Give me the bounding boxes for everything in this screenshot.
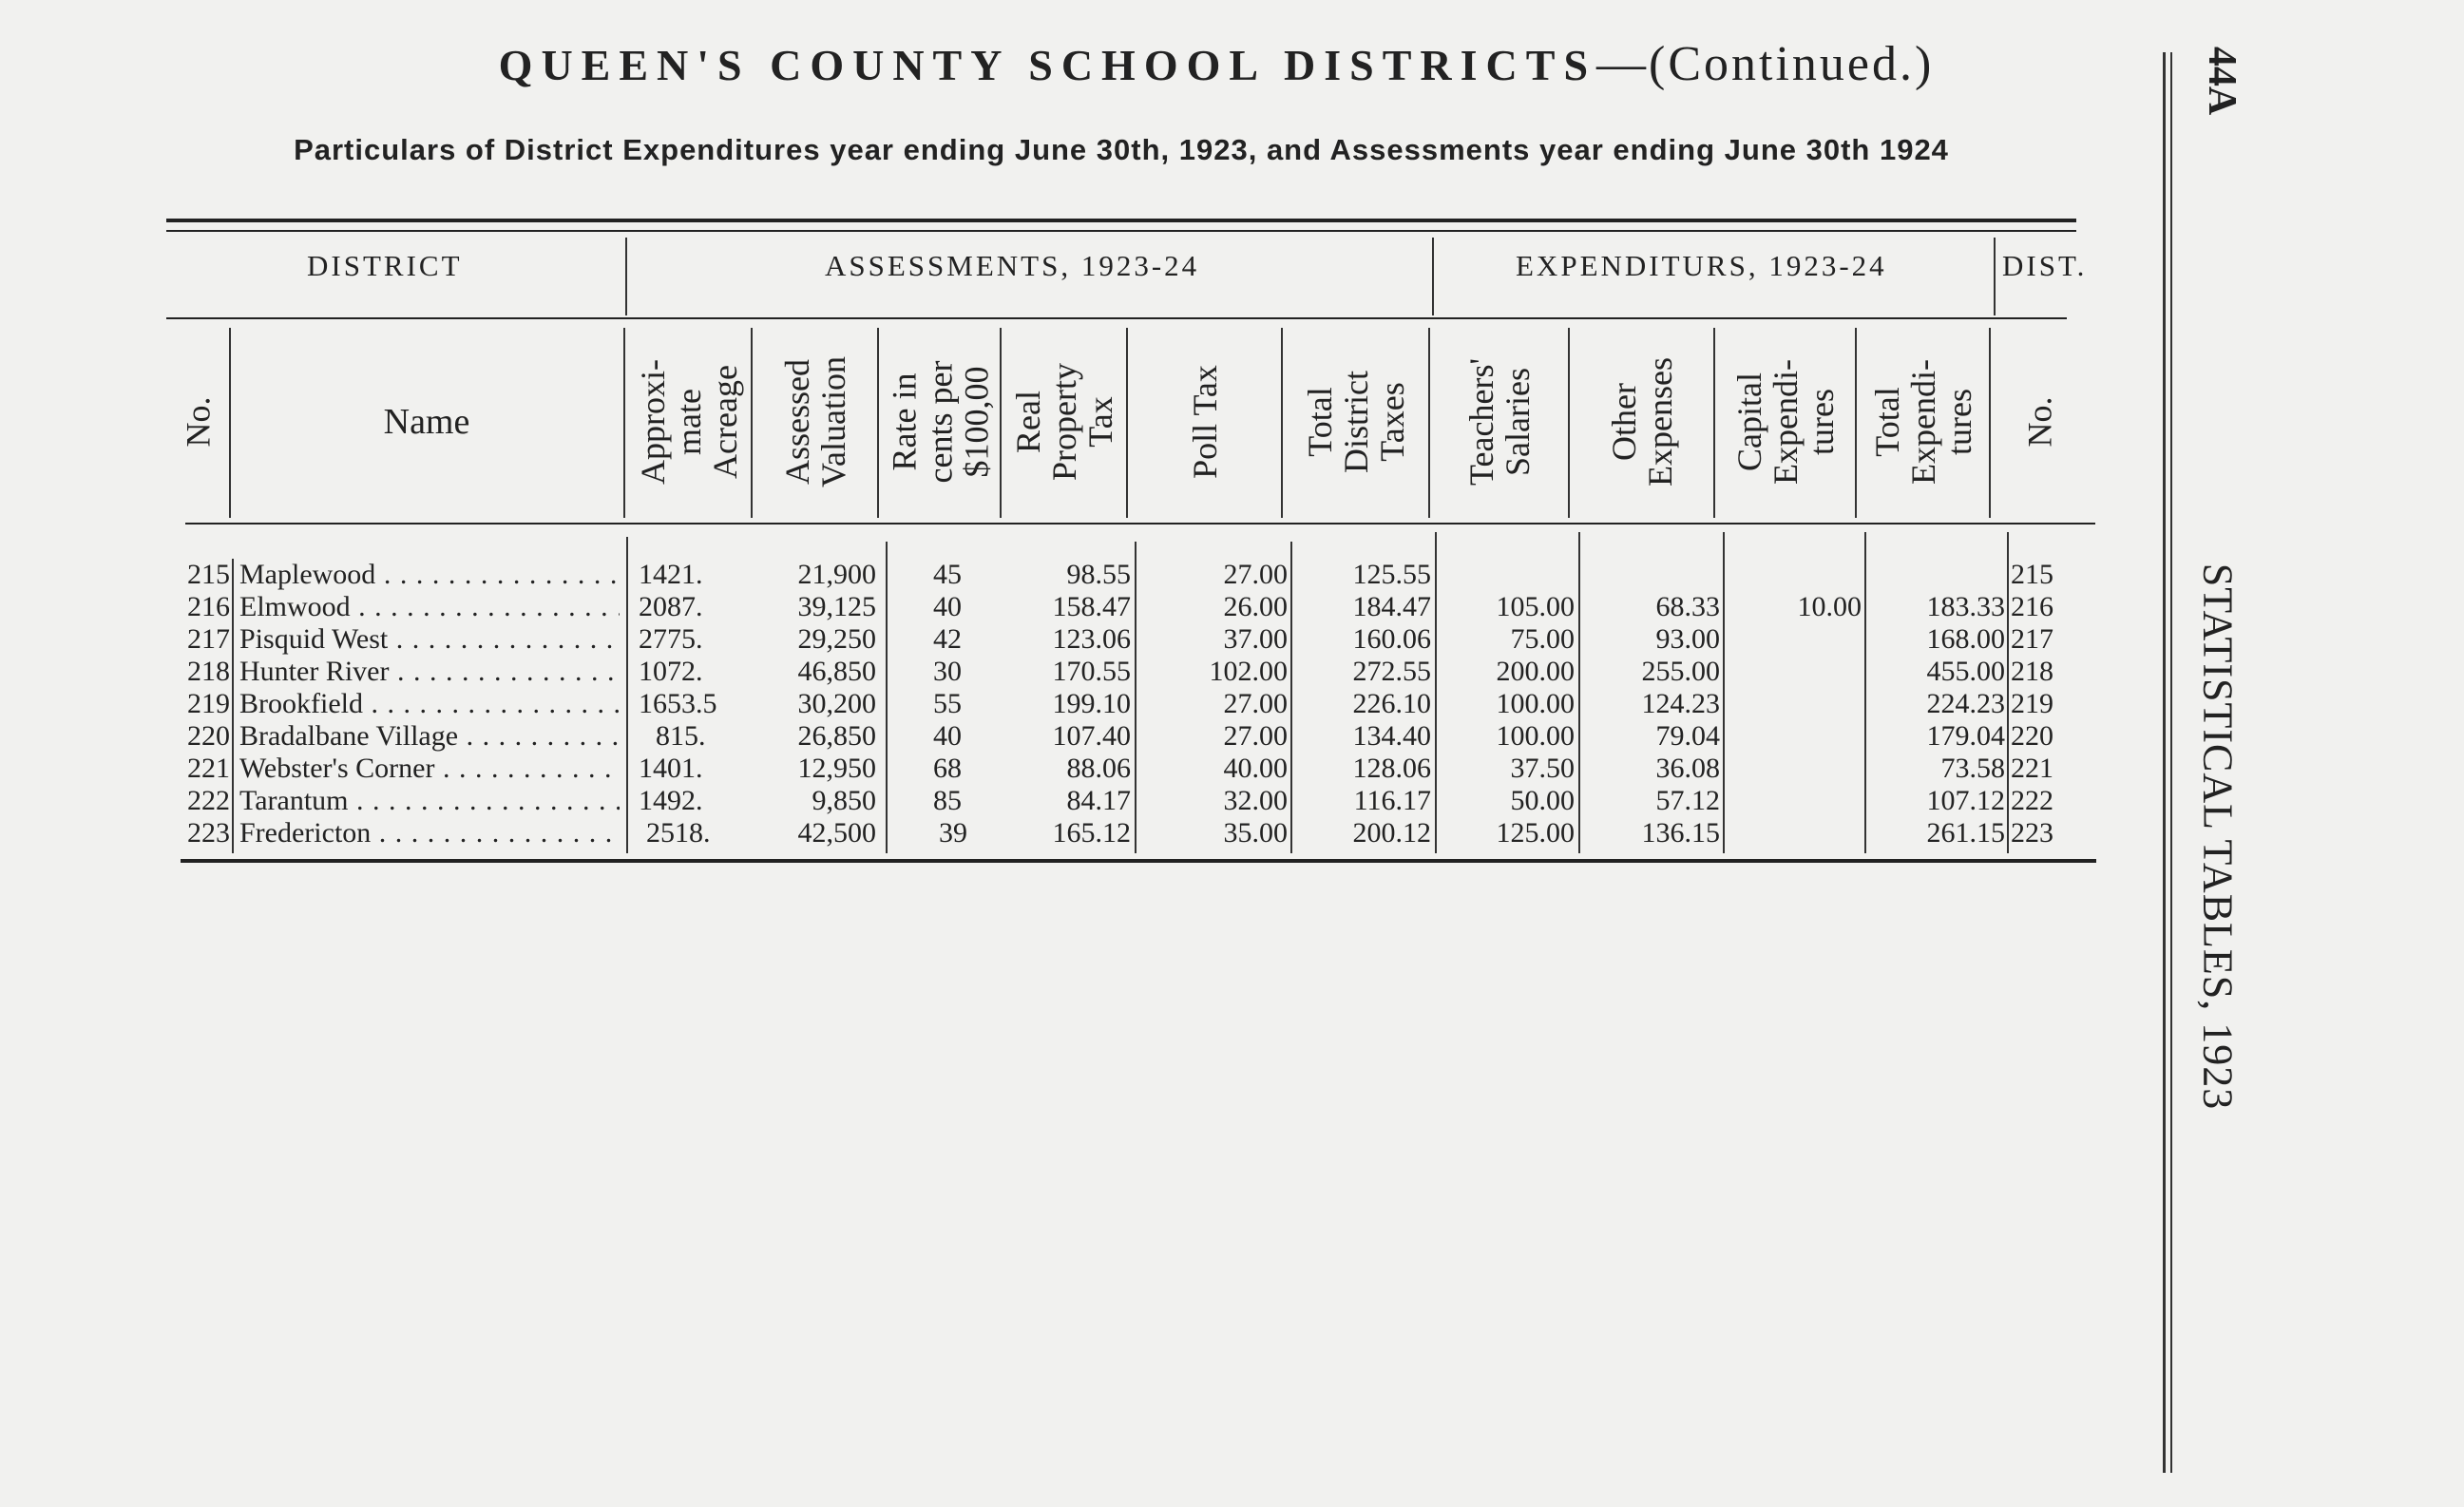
cell-acreage: 1492. [639,785,703,816]
cell-salaries: 100.00 [1496,720,1575,752]
cell-property-tax: 158.47 [1052,591,1131,622]
col-separator [1428,328,1430,518]
table-row [0,688,2186,720]
cell-other-expenses: 93.00 [1655,623,1720,655]
page-subtitle: Particulars of District Expenditures year ending June 30th, 1923, and Assessments year ending June 30th 1924 [294,133,1949,166]
cell-salaries: 200.00 [1496,656,1575,687]
cell-property-tax: 98.55 [1066,559,1131,590]
cell-name: Webster's Corner . . . [239,753,620,785]
col-header-total-expenditures: Total Expendi- tures [1868,359,1978,485]
col-separator [1281,328,1283,518]
cell-total-expenditures: 261.15 [1926,817,2005,849]
cell-total-expenditures: 183.33 [1926,591,2005,622]
col-header-name: Name [383,402,470,442]
cell-valuation: 21,900 [797,559,876,590]
table-row [0,656,2186,688]
col-separator [1568,328,1570,518]
cell-valuation: 42,500 [797,817,876,849]
cell-property-tax: 165.12 [1052,817,1131,849]
cell-total-expenditures: 224.23 [1926,688,2005,719]
cell-total-taxes: 134.40 [1352,720,1431,752]
cell-name: Hunter River . . . [239,656,620,688]
cell-capital: 10.00 [1797,591,1862,622]
cell-poll-tax: 37.00 [1223,623,1288,655]
cell-rate: 55 [933,688,962,719]
cell-total-expenditures: 455.00 [1926,656,2005,687]
col-header-property-tax: Real Property Tax [1008,363,1119,481]
cell-dist-no: 220 [2011,720,2053,752]
title-suffix: —(Continued.) [1596,37,1935,91]
col-header-dist-no: No. [2020,396,2058,448]
cell-poll-tax: 27.00 [1223,688,1288,719]
col-header-other-expenses: Other Expenses [1605,357,1679,486]
col-header-no: No. [179,396,217,448]
cell-total-expenditures: 107.12 [1926,785,2005,816]
cell-poll-tax: 102.00 [1209,656,1288,687]
col-header-capital: Capital Expendi- tures [1730,359,1841,485]
cell-other-expenses: 36.08 [1655,753,1720,784]
cell-valuation: 26,850 [797,720,876,752]
cell-name: Elmwood . . . [239,591,620,623]
cell-total-taxes: 272.55 [1352,656,1431,687]
col-header-acreage: Approxi- mate Acreage [634,359,745,485]
col-header-rate: Rate in cents per $100,00 [885,360,995,484]
cell-poll-tax: 35.00 [1223,817,1288,849]
group-district: DISTRICT [307,249,463,282]
col-separator [1126,328,1128,518]
cell-valuation: 39,125 [797,591,876,622]
cell-valuation: 46,850 [797,656,876,687]
table-row [0,559,2186,591]
cell-dist-no: 222 [2011,785,2053,816]
cell-rate: 40 [933,720,962,752]
cell-no: 221 [187,753,230,784]
col-separator [1989,328,1991,518]
cell-total-taxes: 200.12 [1352,817,1431,849]
cell-rate: 45 [933,559,962,590]
col-header-poll-tax: Poll Tax [1186,365,1224,479]
cell-no: 222 [187,785,230,816]
group-rule [166,317,2067,319]
cell-total-taxes: 128.06 [1352,753,1431,784]
col-separator [1000,328,1002,518]
cell-total-expenditures: 168.00 [1926,623,2005,655]
cell-no: 219 [187,688,230,719]
cell-acreage: 1072. [639,656,703,687]
cell-dist-no: 216 [2011,591,2053,622]
cell-acreage: 815. [656,720,706,752]
header-bottom-rule [185,523,2095,525]
cell-rate: 39 [939,817,967,849]
cell-property-tax: 84.17 [1066,785,1131,816]
cell-salaries: 37.50 [1510,753,1575,784]
cell-other-expenses: 79.04 [1655,720,1720,752]
cell-poll-tax: 27.00 [1223,720,1288,752]
cell-total-taxes: 116.17 [1353,785,1431,816]
cell-other-expenses: 57.12 [1655,785,1720,816]
page-number: 44A [2200,46,2244,116]
cell-no: 220 [187,720,230,752]
cell-other-expenses: 124.23 [1641,688,1720,719]
col-header-salaries: Teachers' Salaries [1462,358,1537,486]
table-top-rule-thin [166,230,2076,232]
col-separator [1855,328,1857,518]
cell-other-expenses: 68.33 [1655,591,1720,622]
table-top-rule [166,219,2076,222]
side-title: STATISTICAL TABLES, 1923 [2194,563,2242,1110]
cell-total-taxes: 226.10 [1352,688,1431,719]
cell-valuation: 9,850 [812,785,876,816]
cell-dist-no: 217 [2011,623,2053,655]
cell-property-tax: 170.55 [1052,656,1131,687]
cell-property-tax: 88.06 [1066,753,1131,784]
cell-name: Tarantum . . . [239,785,620,817]
table-bottom-rule [181,859,2096,863]
cell-property-tax: 107.40 [1052,720,1131,752]
cell-acreage: 2087. [639,591,703,622]
title-main: QUEEN'S COUNTY SCHOOL DISTRICTS [498,41,1597,89]
cell-dist-no: 221 [2011,753,2053,784]
col-header-valuation: Assessed Valuation [778,356,853,487]
cell-other-expenses: 255.00 [1641,656,1720,687]
col-separator [751,328,753,518]
cell-poll-tax: 27.00 [1223,559,1288,590]
cell-salaries: 100.00 [1496,688,1575,719]
cell-total-expenditures: 73.58 [1940,753,2005,784]
cell-rate: 40 [933,591,962,622]
cell-acreage: 1653.5 [639,688,717,719]
cell-valuation: 30,200 [797,688,876,719]
cell-total-taxes: 125.55 [1352,559,1431,590]
table-row [0,591,2186,623]
group-separator [625,238,627,315]
group-separator [1432,238,1434,315]
cell-salaries: 105.00 [1496,591,1575,622]
cell-dist-no: 219 [2011,688,2053,719]
col-separator [877,328,879,518]
cell-salaries: 50.00 [1510,785,1575,816]
table-row [0,753,2186,785]
cell-acreage: 1401. [639,753,703,784]
cell-acreage: 2518. [646,817,711,849]
col-header-total-taxes: Total District Taxes [1300,371,1411,473]
cell-name: Brookfield . . . [239,688,620,720]
cell-salaries: 75.00 [1510,623,1575,655]
cell-poll-tax: 40.00 [1223,753,1288,784]
cell-property-tax: 123.06 [1052,623,1131,655]
table-row [0,623,2186,656]
group-assessments: ASSESSMENTS, 1923-24 [825,249,1200,282]
table-row [0,817,2186,849]
cell-dist-no: 218 [2011,656,2053,687]
cell-name: Maplewood . . . [239,559,620,591]
table-row [0,785,2186,817]
cell-total-taxes: 184.47 [1352,591,1431,622]
cell-poll-tax: 26.00 [1223,591,1288,622]
cell-rate: 30 [933,656,962,687]
cell-total-taxes: 160.06 [1352,623,1431,655]
cell-acreage: 1421. [639,559,703,590]
cell-dist-no: 223 [2011,817,2053,849]
cell-valuation: 29,250 [797,623,876,655]
cell-no: 217 [187,623,230,655]
cell-salaries: 125.00 [1496,817,1575,849]
cell-rate: 42 [933,623,962,655]
cell-no: 216 [187,591,230,622]
col-separator [229,328,231,518]
col-separator [1713,328,1715,518]
cell-no: 218 [187,656,230,687]
cell-rate: 85 [933,785,962,816]
cell-no: 215 [187,559,230,590]
group-expenditures: EXPENDITURS, 1923-24 [1516,249,1887,282]
cell-name: Bradalbane Village . . . [239,720,620,753]
cell-name: Pisquid West . . . [239,623,620,656]
cell-dist-no: 215 [2011,559,2053,590]
group-dist: DIST. [2002,249,2088,282]
col-separator [623,328,625,518]
cell-rate: 68 [933,753,962,784]
page-title [0,36,2433,92]
cell-name: Fredericton . . . [239,817,620,849]
cell-property-tax: 199.10 [1052,688,1131,719]
cell-acreage: 2775. [639,623,703,655]
cell-poll-tax: 32.00 [1223,785,1288,816]
cell-total-expenditures: 179.04 [1926,720,2005,752]
table-row [0,720,2186,753]
cell-other-expenses: 136.15 [1641,817,1720,849]
cell-valuation: 12,950 [797,753,876,784]
group-separator [1994,238,1996,315]
cell-no: 223 [187,817,230,849]
